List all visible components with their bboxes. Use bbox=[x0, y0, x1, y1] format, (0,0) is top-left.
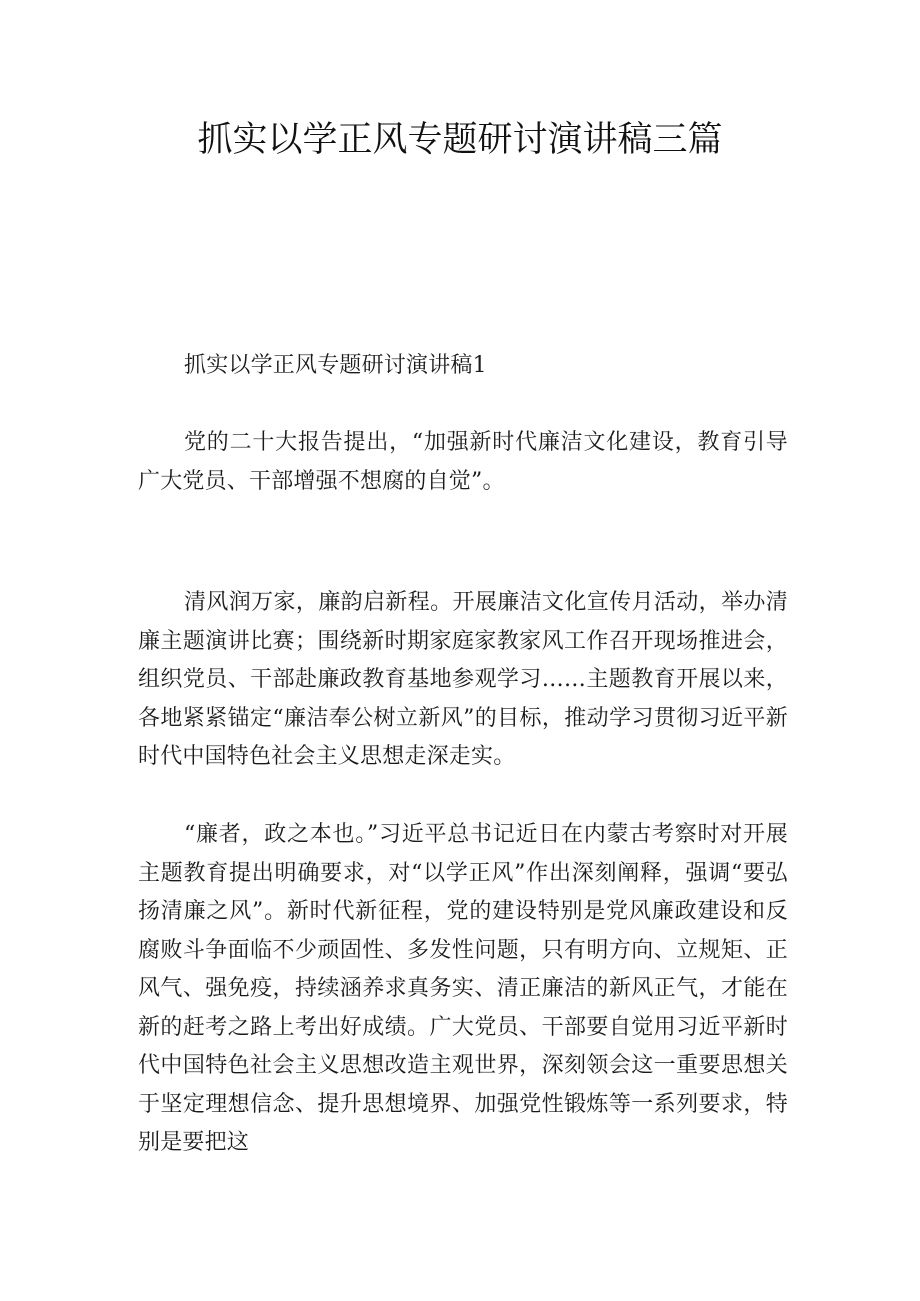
paragraph-3: “廉者，政之本也。”习近平总书记近日在内蒙古考察时对开展主题教育提出明确要求，对“以学正风”作出深刻阐释，强调“要弘扬清廉之风”。新时代新征程，党的建设特别是党风廉政建设和反腐败斗争面临不少顽固性、多发性问题，只有明方向、立规矩、正风气、强免疫，持续涵养求真务实、清正廉洁的新风正气，才能在新的赶考之路上考出好成绩。广大党员、干部要自觉用习近平新时代中国特色社会主义思想改造主观世界，深刻领会这一重要思想关于坚定理想信念、提升思想境界、加强党性锻炼等一系列要求，特别是要把这 bbox=[138, 822, 788, 1155]
paragraph-2: 清风润万家，廉韵启新程。开展廉洁文化宣传月活动，举办清廉主题演讲比赛；围绕新时期家庭家教家风工作召开现场推进会，组织党员、干部赴廉政教育基地参观学习……主题教育开展以来，各地紧紧锚定“廉洁奉公树立新风”的目标，推动学习贯彻习近平新时代中国特色社会主义思想走深走实。 bbox=[138, 590, 788, 769]
paragraph-1: 党的二十大报告提出，“加强新时代廉洁文化建设，教育引导广大党员、干部增强不想腐的自觉”。 bbox=[138, 430, 788, 494]
document-title: 抓实以学正风专题研讨演讲稿三篇 bbox=[197, 120, 723, 160]
section-heading: 抓实以学正风专题研讨演讲稿1 bbox=[184, 353, 487, 378]
